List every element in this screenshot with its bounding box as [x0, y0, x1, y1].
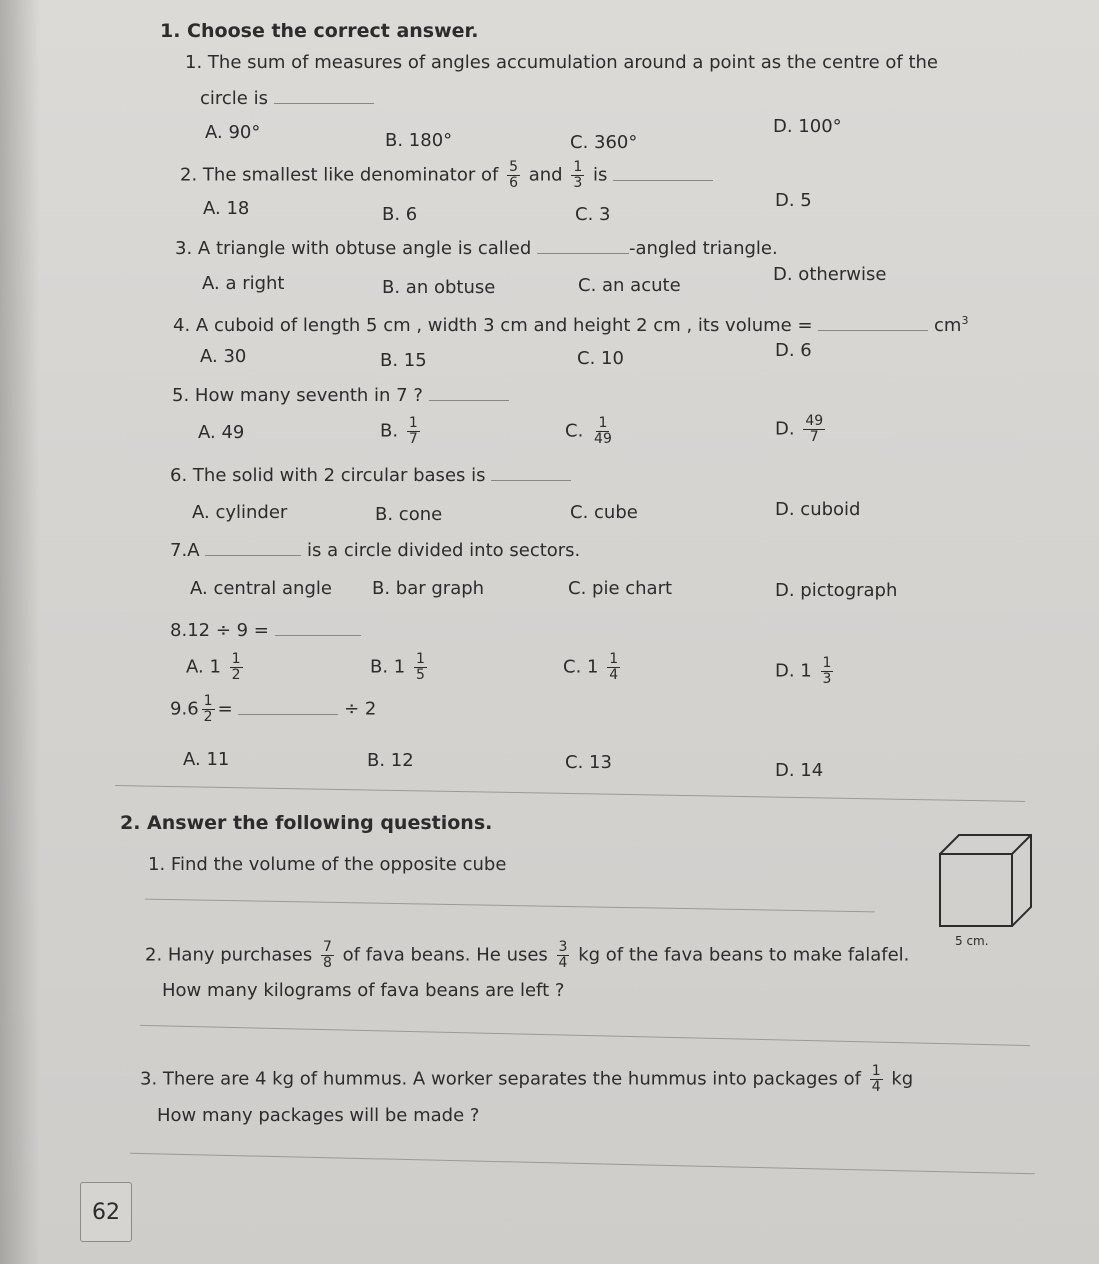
q3-option-d[interactable]: D. otherwise — [773, 264, 887, 285]
q7-option-d[interactable]: D. pictograph — [775, 580, 898, 601]
q3-text: 3. A triangle with obtuse angle is called -angled triangle. — [175, 238, 778, 259]
q3-option-c[interactable]: C. an acute — [578, 275, 681, 296]
q5-option-b[interactable]: B. $\frac{1}{7}$ — [380, 415, 418, 447]
q2-text: 2. The smallest like denominator of $\frac{5}{6}$ and $\frac{1}{3}$ is — [180, 160, 713, 191]
q2-option-b[interactable]: B. 6 — [382, 204, 418, 225]
q7-option-a[interactable]: A. central angle — [190, 578, 332, 599]
q8-option-b[interactable]: B. 1 $\frac{1}{5}$ — [370, 651, 425, 683]
q6-option-d[interactable]: D. cuboid — [775, 499, 861, 520]
q5-option-a[interactable]: A. 49 — [198, 422, 245, 443]
cube-top-edge — [1012, 835, 1031, 854]
q2-option-c[interactable]: C. 3 — [575, 204, 611, 225]
q7-text: 7.A is a circle divided into sectors. — [170, 540, 581, 561]
s2-q2-text: 2. Hany purchases $\frac{7}{8}$ of fava beans. He uses $\frac{3}{4}$ kg of the fava beans to make falafel. — [145, 939, 910, 971]
q6-option-c[interactable]: C. cube — [570, 502, 638, 523]
q9-option-a[interactable]: A. 11 — [183, 749, 230, 770]
q9-option-b[interactable]: B. 12 — [367, 750, 414, 771]
q2-fraction-2: $\frac{1}{3}$ — [573, 159, 583, 191]
section1-title: 1. Choose the correct answer. — [160, 20, 479, 42]
q6-option-b[interactable]: B. cone — [375, 504, 443, 525]
section2-title: 2. Answer the following questions. — [120, 812, 493, 834]
q1-option-a[interactable]: A. 90° — [205, 122, 261, 143]
q9-option-d[interactable]: D. 14 — [775, 760, 824, 781]
q1-text2: circle is — [200, 88, 374, 110]
q1-text: 1. The sum of measures of angles accumulation around a point as the centre of the — [185, 52, 938, 73]
s2-q1-text: 1. Find the volume of the opposite cube — [148, 854, 507, 875]
cube-side-label: 5 cm. — [955, 934, 989, 948]
s2-q3-text: 3. There are 4 kg of hummus. A worker separates the hummus into packages of $\frac{1}{4}$ kg — [140, 1063, 914, 1095]
q6-text: 6. The solid with 2 circular bases is — [170, 465, 571, 487]
q7-option-b[interactable]: B. bar graph — [372, 578, 485, 599]
q4-option-c[interactable]: C. 10 — [577, 348, 624, 369]
q9-text: 9.6 $\frac{1}{2}$ = ÷ 2 — [170, 693, 377, 725]
s2-q3-text2: How many packages will be made ? — [157, 1105, 480, 1126]
q6-option-a[interactable]: A. cylinder — [192, 502, 288, 523]
s2-q1-answer-line[interactable] — [145, 899, 875, 913]
q3-option-b[interactable]: B. an obtuse — [382, 277, 496, 298]
q9-option-c[interactable]: C. 13 — [565, 752, 612, 773]
q5-option-d[interactable]: D. $\frac{49}{7}$ — [775, 413, 824, 445]
s2-q3-answer-line[interactable] — [130, 1153, 1035, 1175]
q1-option-b[interactable]: B. 180° — [385, 130, 453, 151]
q8-option-d[interactable]: D. 1 $\frac{1}{3}$ — [775, 655, 832, 687]
q8-text: 8.12 ÷ 9 = — [170, 620, 361, 642]
q2-option-d[interactable]: D. 5 — [775, 190, 812, 211]
q1-option-c[interactable]: C. 360° — [570, 132, 638, 153]
q4-option-b[interactable]: B. 15 — [380, 350, 427, 371]
section-divider — [115, 785, 1025, 802]
s2-q2-answer-line[interactable] — [140, 1025, 1030, 1046]
cube-front-face — [940, 854, 1012, 926]
q1-option-d[interactable]: D. 100° — [773, 116, 842, 137]
page-number: 62 — [80, 1182, 132, 1242]
q8-option-c[interactable]: C. 1 $\frac{1}{4}$ — [563, 651, 619, 683]
q4-option-d[interactable]: D. 6 — [775, 340, 812, 361]
q2-option-a[interactable]: A. 18 — [203, 198, 250, 219]
page-shadow — [0, 0, 40, 1264]
s2-q2-text2: How many kilograms of fava beans are left ? — [162, 980, 565, 1001]
q5-option-c[interactable]: C. $\frac{1}{49}$ — [565, 415, 612, 447]
q4-text: 4. A cuboid of length 5 cm , width 3 cm and height 2 cm , its volume = $cm^3$ — [173, 314, 969, 336]
q4-option-a[interactable]: A. 30 — [200, 346, 247, 367]
q7-option-c[interactable]: C. pie chart — [568, 578, 673, 599]
q2-fraction-1: $\frac{5}{6}$ — [509, 159, 518, 191]
q5-text: 5. How many seventh in 7 ? — [172, 385, 509, 407]
q3-option-a[interactable]: A. a right — [202, 273, 285, 294]
q8-option-a[interactable]: A. 1 $\frac{1}{2}$ — [186, 651, 241, 683]
